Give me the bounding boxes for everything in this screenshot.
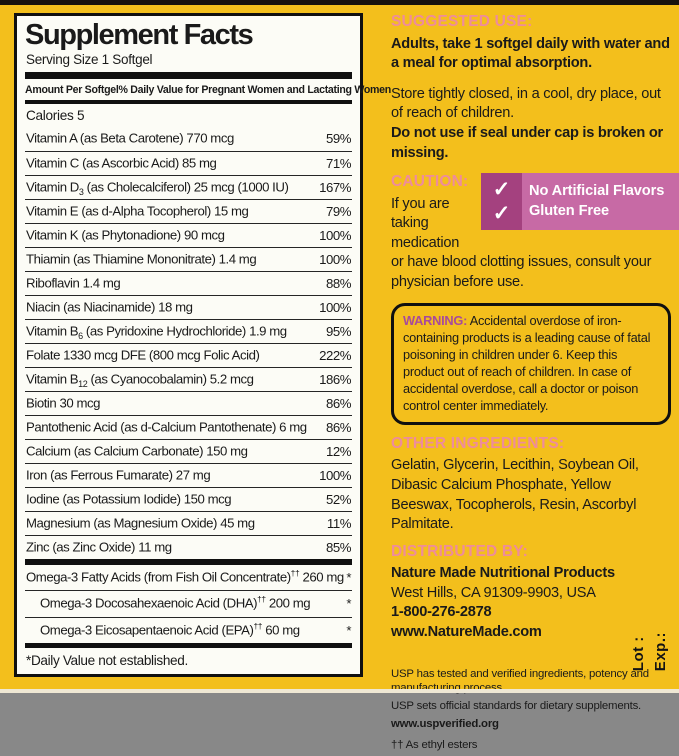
nutrient-name: Niacin (as Niacinamide) 18 mg: [26, 299, 193, 315]
table-row: [25, 511, 352, 535]
nutrient-name: Vitamin E (as d-Alpha Tocopherol) 15 mg: [26, 202, 249, 218]
table-row: [25, 367, 352, 391]
warning-text: Accidental overdose of iron-containing products is a leading cause of fatal poisoning in children under 6. Keep this product out of reach of children. In case of accidental overdose, call a doctor or poison control center immediately.: [403, 312, 651, 413]
caution-heading: CAUTION:: [391, 173, 469, 191]
nutrient-name: Omega-3 Fatty Acids (from Fish Oil Concentrate)†† 260 mg: [26, 568, 344, 585]
table-row: [25, 295, 352, 319]
daily-value: 95%: [325, 323, 351, 339]
nutrient-name: Folate 1330 mcg DFE (800 mcg Folic Acid): [26, 347, 260, 363]
table-row: [25, 617, 352, 643]
daily-value: 222%: [319, 347, 351, 363]
column-header: [25, 79, 391, 104]
distributed-by-section: [391, 542, 671, 643]
table-row: [25, 151, 352, 175]
caution-text: If you are taking medication or have blood clotting issues, consult your physician before use.: [391, 195, 652, 290]
daily-value: 100%: [319, 227, 351, 243]
nutrient-name: Iron (as Ferrous Fumarate) 27 mg: [26, 467, 211, 483]
daily-value: 186%: [319, 371, 351, 387]
table-row: [25, 415, 352, 439]
nutrient-name: Omega-3 Docosahexaenoic Acid (DHA)†† 200 mg: [40, 594, 311, 611]
nutrient-name: Iodine (as Potassium Iodide) 150 mcg: [26, 491, 232, 507]
badge-label-no-artificial-flavors: No Artificial Flavors: [529, 183, 665, 200]
usp-section: [391, 667, 671, 753]
other-ingredients-text: Gelatin, Glycerin, Lecithin, Soybean Oil, Dibasic Calcium Phosphate, Yellow Beeswax, Tocopherols, Resin, Ascorbyl Palmitate.: [391, 457, 639, 533]
warning-heading: WARNING:: [403, 312, 468, 328]
usp-website: www.uspverified.org: [391, 718, 499, 731]
nutrient-name: Vitamin $B_{12}$ (as Cyanocobalamin) 5.2 mcg: [26, 371, 254, 389]
daily-value: 71%: [325, 155, 351, 171]
table-row: [25, 487, 352, 511]
table-row: [25, 319, 352, 343]
table-row: [25, 565, 352, 590]
other-ingredients-section: [391, 434, 671, 535]
distributed-by-heading: DISTRIBUTED BY:: [391, 542, 529, 560]
daily-value: 88%: [325, 275, 351, 291]
nutrient-name: Riboflavin 1.4 mg: [26, 275, 121, 291]
column-header-daily-value: % Daily Value for Pregnant Women and Lactating Women: [118, 84, 391, 97]
table-row: [25, 127, 352, 150]
checkmark-icon: ✓: [492, 178, 511, 202]
caution-section: [391, 172, 671, 293]
daily-value: 86%: [325, 395, 351, 411]
supplement-facts-panel: [14, 13, 391, 677]
nutrient-name: Pantothenic Acid (as d-Calcium Pantothenate) 6 mg: [26, 419, 307, 435]
table-row: [25, 391, 352, 415]
nutrient-name: Biotin 30 mcg: [26, 395, 101, 411]
thick-divider: [25, 72, 352, 79]
nutrient-name: Omega-3 Eicosapentaenoic Acid (EPA)†† 60 mg: [40, 620, 300, 638]
table-row: [25, 175, 352, 199]
bottom-edge-strip: [0, 689, 679, 693]
daily-value: 100%: [319, 251, 351, 267]
calories-row: Calories 5: [26, 108, 85, 124]
table-row: [25, 199, 352, 223]
daily-value: *: [346, 570, 351, 586]
table-row: [25, 590, 352, 616]
checkmark-icon: ✓: [492, 201, 511, 225]
distributor-name: Nature Made Nutritional Products: [391, 565, 615, 582]
nutrient-name: Calcium (as Calcium Carbonate) 150 mg: [26, 443, 248, 459]
daily-value: 11%: [326, 515, 351, 531]
table-row: [25, 343, 352, 367]
badge-labels: [522, 173, 679, 230]
daily-value: 167%: [319, 179, 351, 195]
column-header-amount: Amount Per Softgel: [25, 84, 119, 97]
daily-value-footnote: *Daily Value not established.: [26, 653, 188, 668]
lot-exp-area: [628, 632, 672, 671]
product-claims-badge: [481, 173, 679, 230]
usp-standards-text: USP sets official standards for dietary supplements.: [391, 700, 642, 713]
nutrient-name: Magnesium (as Magnesium Oxide) 45 mg: [26, 515, 255, 531]
storage-text: Store tightly closed, in a cool, dry place, out of reach of children.: [391, 85, 661, 122]
distributor-website: www.NatureMade.com: [391, 624, 542, 640]
nutrient-table: [25, 127, 352, 559]
daily-value: 100%: [319, 299, 351, 315]
top-black-strip: [0, 0, 679, 5]
table-row: [25, 463, 352, 487]
distributor-address: West Hills, CA 91309-9903, USA: [391, 584, 596, 601]
usp-tested-text: USP has tested and verified ingredients, potency and: [391, 667, 649, 680]
table-row: [25, 439, 352, 463]
suggested-use-text: Adults, take 1 softgel daily with water and a meal for optimal absorption.: [391, 35, 670, 72]
daily-value: 100%: [319, 467, 351, 483]
lot-label: Lot :: [629, 636, 647, 671]
table-row: [25, 535, 352, 559]
nutrient-name: Vitamin $D_3$ (as Cholecalciferol) 25 mcg (1000 IU): [26, 178, 289, 197]
badge-label-gluten-free: Gluten Free: [529, 202, 609, 219]
serving-size: Serving Size 1 Softgel: [26, 52, 153, 68]
table-row: [25, 223, 352, 247]
suggested-use-heading: SUGGESTED USE:: [391, 13, 533, 30]
daily-value: 85%: [325, 540, 351, 556]
nutrient-name: Vitamin C (as Ascorbic Acid) 85 mg: [26, 154, 217, 170]
checkmarks-column: [481, 173, 522, 230]
distributor-phone: 1-800-276-2878: [391, 604, 492, 621]
daily-value: *: [346, 622, 351, 638]
table-row: [25, 247, 352, 271]
daily-value: 12%: [325, 443, 351, 459]
daily-value: 86%: [325, 419, 351, 435]
nutrient-name: Zinc (as Zinc Oxide) 11 mg: [26, 539, 172, 555]
exp-label: Exp.:: [651, 631, 669, 671]
table-row: [25, 271, 352, 295]
nutrient-name: Vitamin A (as Beta Carotene) 770 mcg: [26, 130, 234, 146]
nutrient-name: Vitamin $B_6$ (as Pyridoxine Hydrochloride) 1.9 mg: [26, 323, 287, 341]
daily-value: 79%: [325, 203, 351, 219]
other-ingredients-heading: OTHER INGREDIENTS:: [391, 434, 565, 452]
nutrient-name: Vitamin K (as Phytonadione) 90 mcg: [26, 226, 225, 242]
seal-warning-text: Do not use if seal under cap is broken or missing.: [391, 124, 663, 161]
suggested-use-section: [391, 12, 671, 163]
daily-value: 59%: [325, 131, 351, 147]
ethyl-esters-footnote: †† As ethyl esters: [391, 738, 478, 751]
daily-value: 52%: [325, 491, 351, 507]
omega-table: [25, 565, 352, 643]
panel-title: Supplement Facts: [25, 19, 253, 51]
iron-warning-box: [391, 303, 671, 425]
daily-value: *: [346, 596, 351, 612]
nutrient-name: Thiamin (as Thiamine Mononitrate) 1.4 mg: [26, 251, 257, 267]
